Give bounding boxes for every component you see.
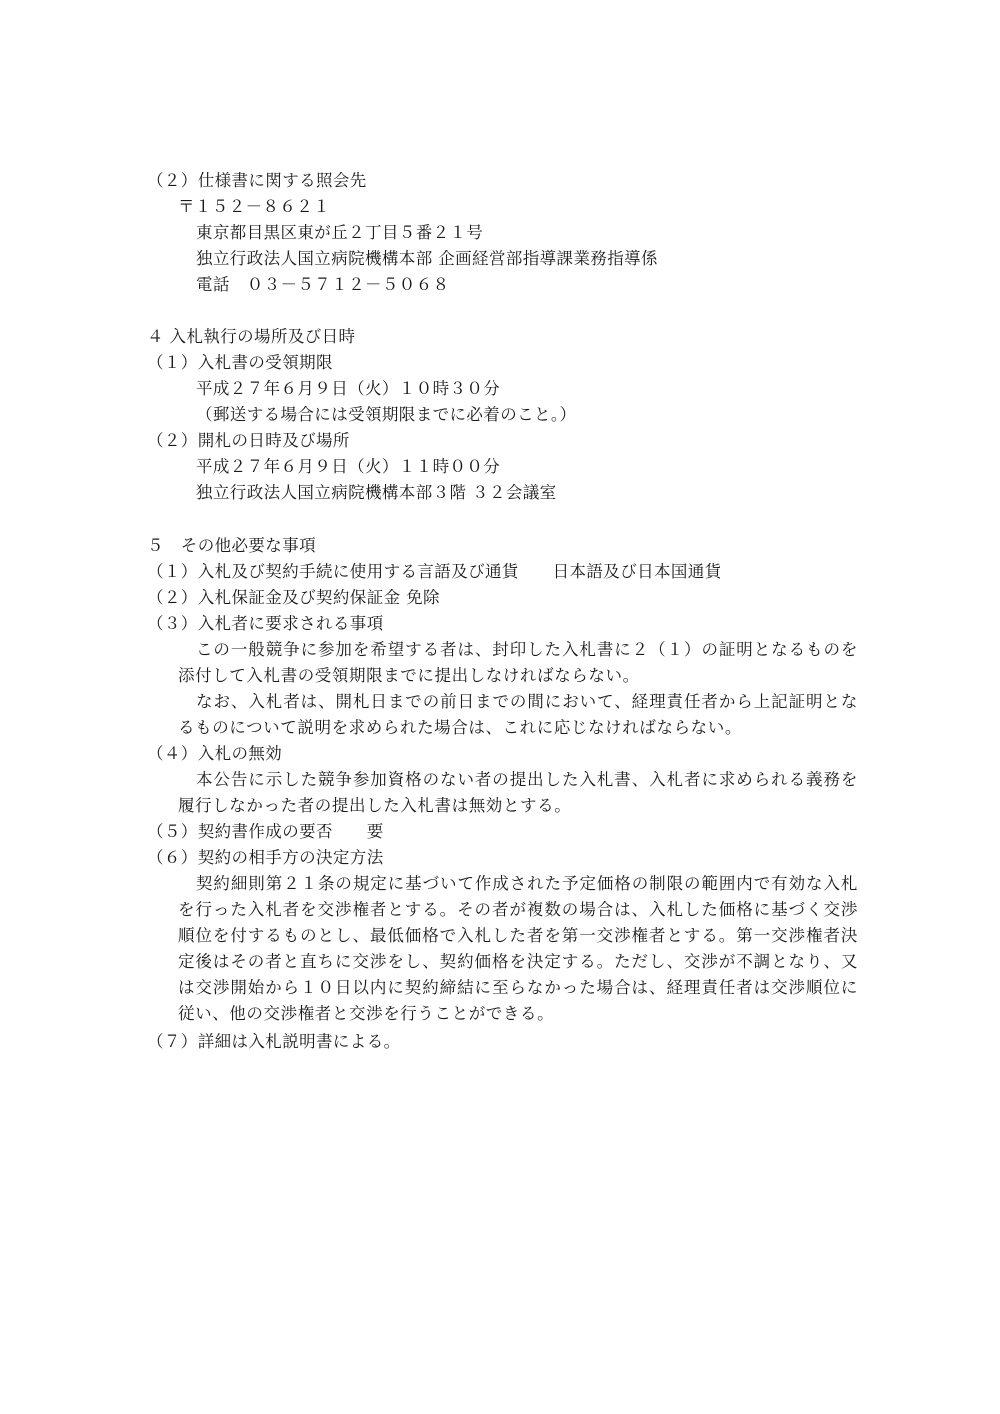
section-5-3-paragraph-2: なお、入札者は、開札日までの前日までの間において、経理責任者から上記証明となるものについて説明を求められた場合は、これに応じなければならない。 — [178, 692, 858, 737]
section-5-1: （１）入札及び契約手続に使用する言語及び通貨 日本語及び日本国通貨 — [147, 562, 722, 581]
section-2-2-heading: （２）仕様書に関する照会先 — [147, 171, 367, 190]
section-5-3-paragraph-1: この一般競争に参加を希望する者は、封印した入札書に２（１）の証明となるものを添付して入札書の受領期限までに提出しなければならない。 — [178, 640, 858, 685]
mail-note: （郵送する場合には受領期限までに必着のこと。） — [196, 405, 577, 424]
section-5-6-paragraph: 契約細則第２１条の規定に基づいて作成された予定価格の制限の範囲内で有効な入札を行った入札者を交渉権者とする。その者が複数の場合は、入札した価格に基づく交渉順位を付するものとし、最低価格で入札した者を第一交渉権者とする。第一交渉権者決定後はその者と直ちに交渉をし、契約価格を決定する。ただし、交渉が不調となり、又は交渉開始から１０日以内に契約締結に至らなかった場合は、経理責任者は交渉順位に従い、他の交渉権者と交渉を行うことができる。 — [178, 874, 858, 1023]
phone-number: 電話 ０３－５７１２－５０６８ — [196, 275, 450, 294]
section-4-1-heading: （１）入札書の受領期限 — [147, 353, 333, 372]
section-5-2: （２）入札保証金及び契約保証金 免除 — [147, 588, 440, 607]
section-5-6-heading: （６）契約の相手方の決定方法 — [147, 848, 384, 867]
office-name: 独立行政法人国立病院機構本部 企画経営部指導課業務指導係 — [196, 249, 658, 268]
section-5-7: （７）詳細は入札説明書による。 — [147, 1032, 401, 1051]
opening-place: 独立行政法人国立病院機構本部３階 ３２会議室 — [196, 483, 557, 502]
section-5-4-paragraph: 本公告に示した競争参加資格のない者の提出した入札書、入札者に求められる義務を履行しなかった者の提出した入札書は無効とする。 — [178, 770, 858, 815]
bid-deadline: 平成２７年６月９日（火）１０時３０分 — [196, 379, 501, 398]
address: 東京都目黒区東が丘２丁目５番２１号 — [196, 223, 484, 242]
section-4-heading: ４ 入札執行の場所及び日時 — [147, 327, 356, 346]
section-5-4-heading: （４）入札の無効 — [147, 744, 283, 763]
section-5-3-heading: （３）入札者に要求される事項 — [147, 614, 384, 633]
postal-code: 〒１５２－８６２１ — [178, 197, 331, 216]
section-4-2-heading: （２）開札の日時及び場所 — [147, 431, 350, 450]
section-5-heading: ５ その他必要な事項 — [147, 536, 316, 555]
opening-datetime: 平成２７年６月９日（火）１１時００分 — [196, 457, 501, 476]
section-5-5: （５）契約書作成の要否 要 — [147, 822, 384, 841]
